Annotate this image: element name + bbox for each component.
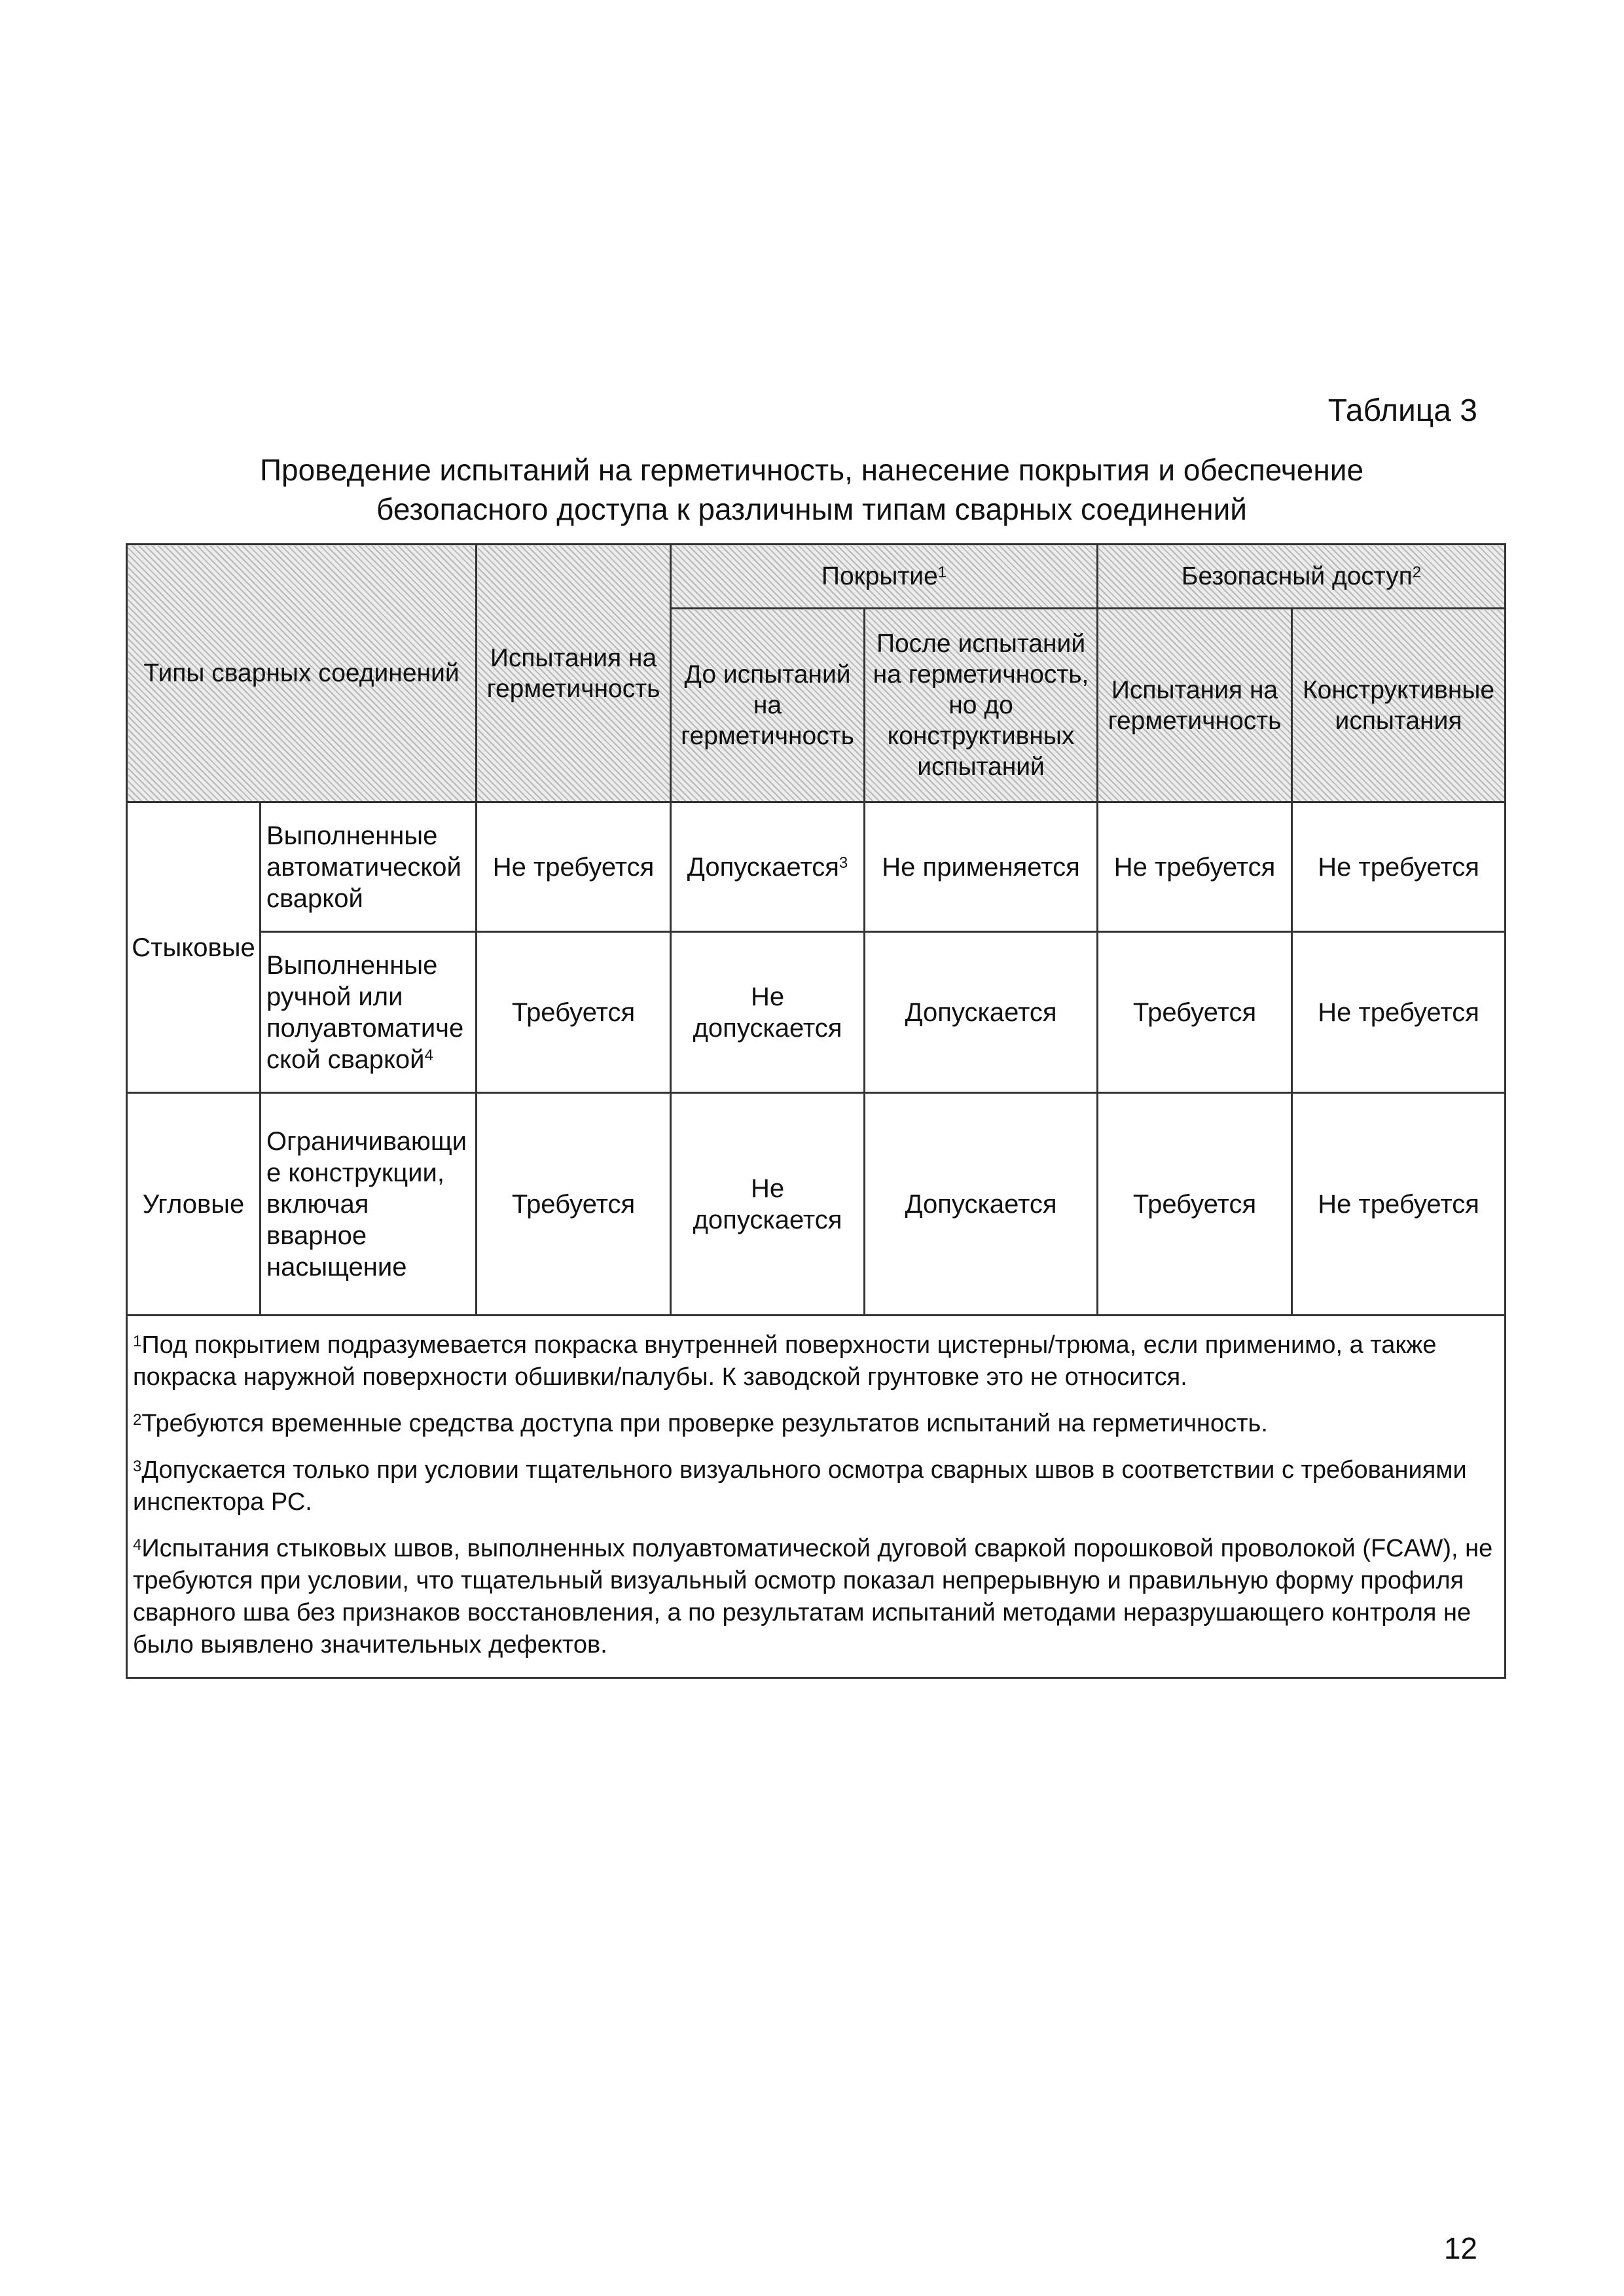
cell-access-leak: Требуется <box>1098 1093 1292 1316</box>
cell-coating-after: Допускается <box>865 1093 1098 1316</box>
cell-leak-test: Требуется <box>477 1093 671 1316</box>
header-weld-types: Типы сварных соединений <box>127 545 477 802</box>
footnote-text: Испытания стыковых швов, выполненных полуавтоматической дуговой сваркой порошковой проволокой (FCAW), не требуются при условии, что тщательный визуальный осмотр показал непрерывную и правильную форму профиля сварного шва без признаков восстановления, а по результатам испытаний методами неразрушающего контроля не было выявлено значительных дефектов. <box>133 1535 1493 1659</box>
table-caption <box>124 450 1499 529</box>
cell-coating-after: Не применяется <box>865 802 1098 932</box>
footnote-marker: 4 <box>133 1536 142 1554</box>
cell-coating-before: Не допускается <box>671 932 865 1093</box>
page-number: 12 <box>1443 2231 1477 2265</box>
row-subtype <box>261 932 477 1093</box>
footnote-ref-3: 3 <box>839 853 848 872</box>
header-coating <box>671 545 1098 609</box>
footnotes <box>127 1316 1506 1678</box>
welds-table <box>126 543 1506 1679</box>
footnote <box>133 1454 1499 1518</box>
cell-access-leak: Не требуется <box>1098 802 1292 932</box>
cell-access-struct: Не требуется <box>1292 1093 1506 1316</box>
footnote-text: Под покрытием подразумевается покраска внутренней поверхности цистерны/трюма, если применимо, а также покраска наружной поверхности обшивки/палубы. К заводской грунтовке это не относится. <box>133 1331 1437 1391</box>
header-coating-after: После испытаний на герметичность, но до конструктивных испытаний <box>865 609 1098 802</box>
cell-coating-before <box>671 802 865 932</box>
footnote-marker: 3 <box>133 1458 142 1475</box>
row-group-fillet: Угловые <box>127 1093 261 1316</box>
header-safe-access-label: Безопасный доступ <box>1181 562 1413 590</box>
caption-line-1: Проведение испытаний на герметичность, нанесение покрытия и обеспечение <box>259 453 1364 487</box>
footnote <box>133 1533 1499 1661</box>
footnote-ref-4: 4 <box>424 1046 433 1064</box>
footnote-marker: 1 <box>133 1333 142 1350</box>
header-safe-access <box>1098 545 1506 609</box>
row-group-butt: Стыковые <box>127 802 261 1093</box>
footnote-text: Требуются временные средства доступа при проверке результатов испытаний на герметичность. <box>141 1410 1268 1437</box>
cell-access-struct: Не требуется <box>1292 802 1506 932</box>
table-row <box>127 1093 1506 1316</box>
header-access-leak: Испытания на герметичность <box>1098 609 1292 802</box>
cell-access-struct: Не требуется <box>1292 932 1506 1093</box>
footnote-text: Допускается только при условии тщательного визуального осмотра сварных швов в соответствии с требованиями инспектора РС. <box>133 1456 1467 1516</box>
row-subtype-label: Выполненные ручной или полуавтоматиче ской сваркой <box>266 950 464 1074</box>
cell-coating-before-label: Допускается <box>687 852 839 882</box>
row-subtype: Ограничивающи е конструкции, включая вварное насыщение <box>261 1093 477 1316</box>
cell-coating-before: Не допускается <box>671 1093 865 1316</box>
cell-leak-test: Требуется <box>477 932 671 1093</box>
footnote <box>133 1408 1499 1440</box>
table-row <box>127 802 1506 932</box>
caption-line-2: безопасного доступа к различным типам сварных соединений <box>376 492 1247 526</box>
header-leak-test: Испытания на герметичность <box>477 545 671 802</box>
header-coating-before: До испытаний на герметичность <box>671 609 865 802</box>
table-number-label: Таблица 3 <box>1327 393 1477 428</box>
cell-coating-after: Допускается <box>865 932 1098 1093</box>
header-coating-label: Покрытие <box>821 562 938 590</box>
table-row <box>127 932 1506 1093</box>
row-subtype: Выполненные автоматической сваркой <box>261 802 477 932</box>
footnote-marker: 2 <box>133 1411 142 1429</box>
footnote <box>133 1329 1499 1393</box>
cell-leak-test: Не требуется <box>477 802 671 932</box>
footnote-ref-2: 2 <box>1412 564 1422 581</box>
cell-access-leak: Требуется <box>1098 932 1292 1093</box>
header-access-struct: Конструктивные испытания <box>1292 609 1506 802</box>
footnote-ref-1: 1 <box>937 564 947 581</box>
